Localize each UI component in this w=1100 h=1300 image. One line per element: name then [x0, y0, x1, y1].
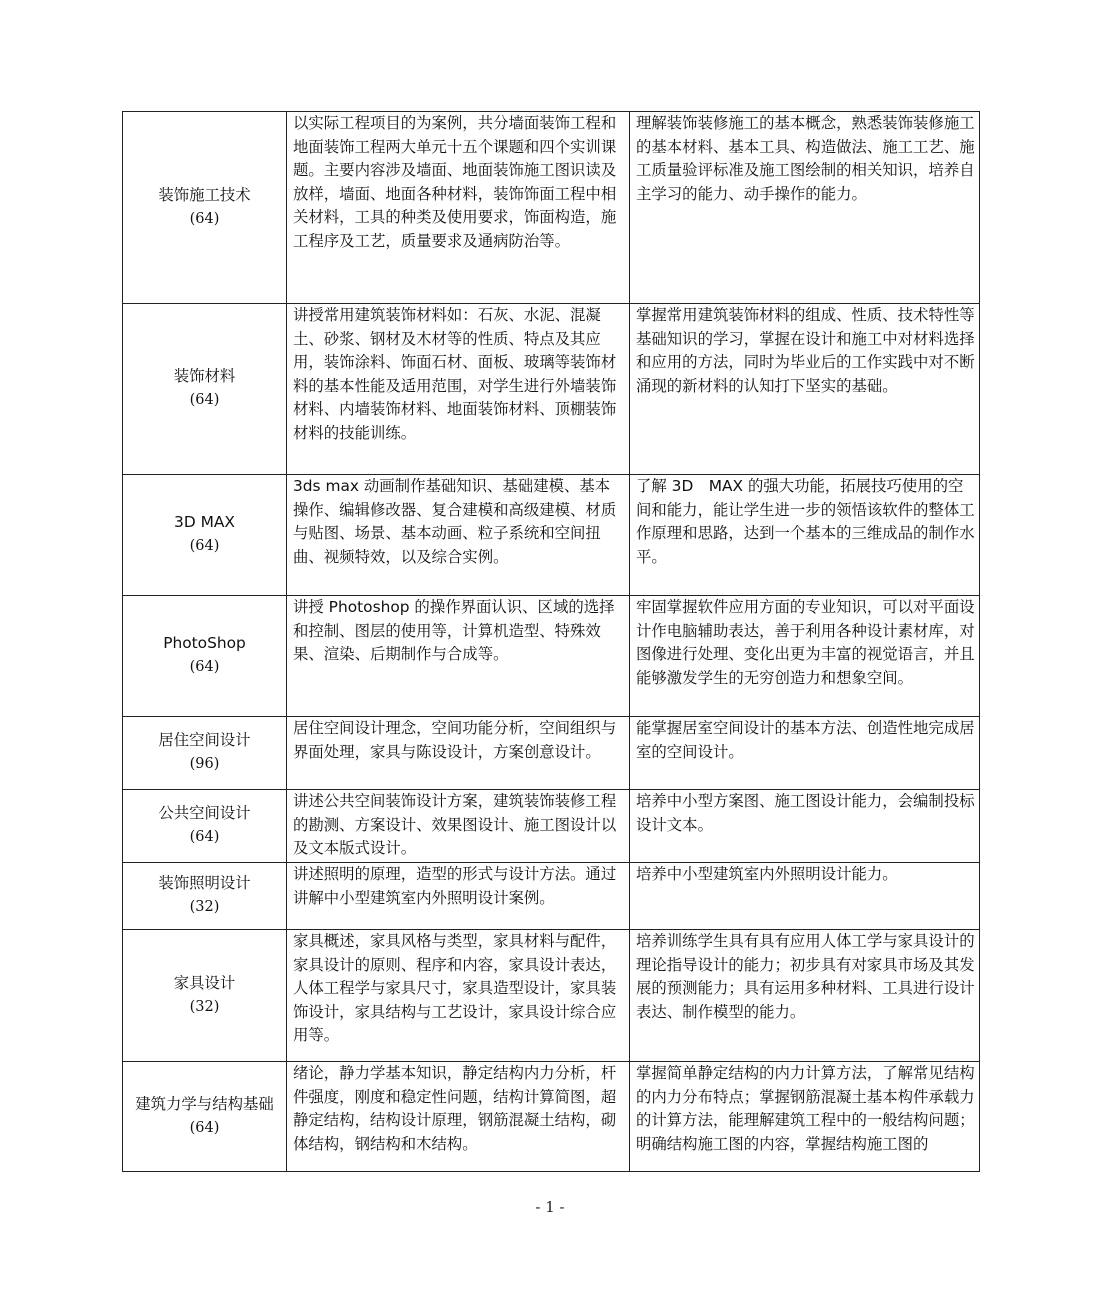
course-content: 讲授常用建筑装饰材料如：石灰、水泥、混凝土、砂浆、钢材及木材等的性质、特点及其应用，装饰涂料、饰面石材、面板、玻璃等装饰材料的基本性能及适用范围，对学生进行外墙装饰材料、内墙装饰材料、地面装饰材料、顶棚装饰材料的技能训练。	[287, 304, 630, 475]
course-name-cell	[123, 930, 287, 1062]
course-name: 公共空间设计	[158, 804, 251, 823]
course-name: PhotoShop	[163, 634, 246, 653]
course-table	[122, 111, 980, 1172]
course-hours: (64)	[189, 659, 220, 675]
course-content: 绪论，静力学基本知识，静定结构内力分析，杆件强度，刚度和稳定性问题，结构计算简图，超静定结构，结构设计原理，钢筋混凝土结构，砌体结构，钢结构和木结构。	[287, 1062, 630, 1172]
table-row	[123, 717, 980, 790]
course-content: 讲述公共空间装饰设计方案，建筑装饰装修工程的勘测、方案设计、效果图设计、施工图设计以及文本版式设计。	[287, 790, 630, 863]
course-goal: 掌握简单静定结构的内力计算方法，了解常见结构的内力分布特点；掌握钢筋混凝土基本构件承载力的计算方法，能理解建筑工程中的一般结构问题；明确结构施工图的内容，掌握结构施工图的	[630, 1062, 980, 1172]
course-name: 建筑力学与结构基础	[135, 1094, 274, 1113]
course-hours: (64)	[189, 1119, 220, 1136]
course-name-cell	[123, 304, 287, 475]
course-name-cell	[123, 475, 287, 596]
course-name: 家具设计	[173, 973, 236, 992]
course-name: 装饰材料	[173, 367, 236, 386]
course-name: 居住空间设计	[158, 731, 251, 750]
course-name-cell	[123, 112, 287, 304]
course-name-cell	[123, 1062, 287, 1172]
table-row	[123, 475, 980, 596]
course-name-cell	[123, 596, 287, 717]
course-hours: (64)	[189, 210, 220, 227]
course-name: 装饰施工技术	[158, 185, 251, 204]
course-goal: 牢固掌握软件应用方面的专业知识，可以对平面设计作电脑辅助表达，善于利用各种设计素材库，对图像进行处理、变化出更为丰富的视觉语言，并且能够激发学生的无穷创造力和想象空间。	[630, 596, 980, 717]
table-row	[123, 930, 980, 1062]
course-name: 3D MAX	[174, 513, 235, 532]
table-row	[123, 596, 980, 717]
table-row	[123, 112, 980, 304]
course-content: 讲授 Photoshop 的操作界面认识、区域的选择和控制、图层的使用等，计算机造型、特殊效果、渲染、后期制作与合成等。	[287, 596, 630, 717]
course-hours: (32)	[189, 899, 220, 915]
table-row	[123, 304, 980, 475]
course-content: 家具概述，家具风格与类型，家具材料与配件，家具设计的原则、程序和内容，家具设计表达，人体工程学与家具尺寸，家具造型设计，家具装饰设计，家具结构与工艺设计，家具设计综合应用等。	[287, 930, 630, 1062]
course-content: 以实际工程项目的为案例，共分墙面装饰工程和地面装饰工程两大单元十五个课题和四个实训课题。主要内容涉及墙面、地面装饰施工图识读及放样，墙面、地面各种材料，装饰饰面工程中相关材料，工具的种类及使用要求，饰面构造，施工程序及工艺，质量要求及通病防治等。	[287, 112, 630, 304]
course-goal: 培养中小型建筑室内外照明设计能力。	[630, 863, 980, 930]
course-hours: (64)	[189, 392, 220, 408]
course-goal: 培养训练学生具有具有应用人体工学与家具设计的理论指导设计的能力；初步具有对家具市场及其发展的预测能力；具有运用多种材料、工具进行设计表达、制作模型的能力。	[630, 930, 980, 1062]
course-hours: (64)	[189, 538, 220, 554]
course-content: 讲述照明的原理，造型的形式与设计方法。通过讲解中小型建筑室内外照明设计案例。	[287, 863, 630, 930]
course-name-cell	[123, 790, 287, 863]
course-goal: 理解装饰装修施工的基本概念，熟悉装饰装修施工的基本材料、基本工具、构造做法、施工工艺、施工质量验评标准及施工图绘制的相关知识，培养自主学习的能力、动手操作的能力。	[630, 112, 980, 304]
course-hours: (64)	[189, 829, 220, 845]
course-goal: 培养中小型方案图、施工图设计能力，会编制投标设计文本。	[630, 790, 980, 863]
page-number: - 1 -	[535, 1198, 565, 1216]
course-goal: 掌握常用建筑装饰材料的组成、性质、技术特性等基础知识的学习，掌握在设计和施工中对材料选择和应用的方法，同时为毕业后的工作实践中对不断涌现的新材料的认知打下坚实的基础。	[630, 304, 980, 475]
course-goal: 能掌握居室空间设计的基本方法、创造性地完成居室的空间设计。	[630, 717, 980, 790]
course-content: 居住空间设计理念，空间功能分析，空间组织与界面处理，家具与陈设设计，方案创意设计。	[287, 717, 630, 790]
table-row	[123, 863, 980, 930]
table-row	[123, 1062, 980, 1172]
course-name: 装饰照明设计	[158, 874, 251, 893]
table-row	[123, 790, 980, 863]
course-content: 3ds max 动画制作基础知识、基础建模、基本操作、编辑修改器、复合建模和高级建模、材质与贴图、场景、基本动画、粒子系统和空间扭曲、视频特效，以及综合实例。	[287, 475, 630, 596]
course-name-cell	[123, 863, 287, 930]
course-name-cell	[123, 717, 287, 790]
course-hours: (32)	[189, 998, 220, 1015]
course-hours: (96)	[189, 756, 220, 772]
course-goal: 了解 3D MAX 的强大功能，拓展技巧使用的空间和能力，能让学生进一步的领悟该软件的整体工作原理和思路，达到一个基本的三维成品的制作水平。	[630, 475, 980, 596]
